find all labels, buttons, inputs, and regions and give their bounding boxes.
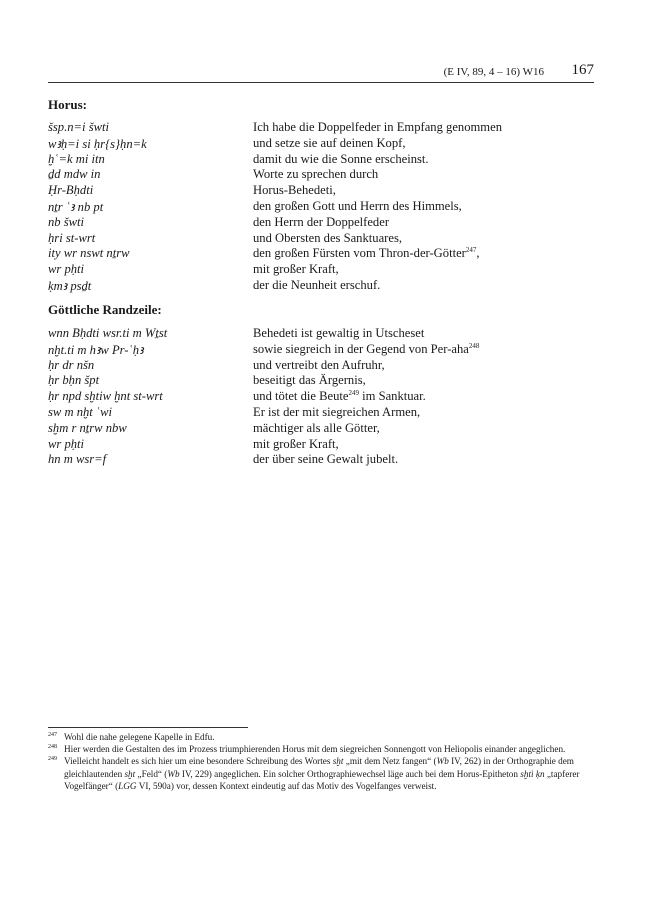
footnote-number: 248 (48, 744, 57, 751)
section-horus-lines (48, 120, 594, 294)
translation-text: mit großer Kraft, (253, 436, 339, 451)
footnote-text: Vielleicht handelt es sich hier um eine besondere Schreibung des Wortes sḫt „mit dem Netz fangen“ (Wb IV, 262) in der Orthographie dem gleichlautenden sḫt „Feld“ (Wb IV, 229) angeglichen. Ein solcher Orthographiewechsel läge auch bei dem Horus-Epitheton sḫtì ḳn „tapferer Vogelfänger“ (LGG VI, 590a) vor, dessen Kontext eindeutig auf das Motiv des Vogelfanges verweist. (64, 756, 580, 791)
transliteration: wnn Bḥdti wsr.ti m Wṯst (48, 326, 168, 340)
footnote-number: 247 (48, 732, 57, 738)
transliteration: šsp.n=i šwti (48, 120, 109, 134)
footnote (48, 743, 594, 755)
translation-text: den großen Fürsten vom Thron-der-Götter (253, 246, 466, 261)
transliteration: wr pḥti (48, 262, 85, 277)
translation (253, 452, 398, 467)
transliteration: Ḥr-Bḥdti (48, 183, 94, 198)
transliteration: sw m nḫt ʿwi (48, 404, 113, 419)
text-line (48, 437, 594, 453)
text-line (48, 199, 594, 215)
translation-text: beseitigt das Ärgernis, (253, 373, 366, 388)
transliteration: hn m wsr=f (48, 452, 107, 467)
translation-text: den Herrn der Doppelfeder (253, 214, 390, 229)
transliteration: ḥr bḥn špt (48, 373, 100, 388)
text-line (48, 231, 594, 247)
translation-text: und Obersten des Sanktuares, (253, 230, 402, 245)
text-line (48, 389, 594, 405)
transliteration: wꜣḥ=i si ḥr{s}ḥn=k (48, 136, 147, 151)
transliteration: sḫm r nṯrw nbw (48, 420, 127, 435)
translation-text: und vertreibt den Aufruhr, (253, 357, 385, 372)
translation-text: Horus-Behedeti, (253, 183, 336, 198)
translation (253, 246, 480, 261)
transliteration: nb šwti (48, 214, 85, 229)
translation-text: der die Neunheit erschuf. (253, 277, 381, 292)
translation-text: Worte zu sprechen durch (253, 167, 379, 182)
transliteration: ḥr npd sḫtiw ḫnt st-wrt (48, 389, 163, 404)
text-line (48, 167, 594, 183)
text-line (48, 326, 594, 342)
transliteration: nḫt.ti m hꜣw Pr-ʿḥꜣ (48, 342, 144, 357)
translation (253, 152, 429, 167)
transliteration: nṯr ʿꜣ nb pt (48, 199, 104, 214)
translation-text: und tötet die Beute (253, 389, 349, 404)
running-header (48, 62, 594, 82)
translation-text: Ich habe die Doppelfeder in Empfang genommen (253, 120, 502, 134)
translation (253, 437, 339, 452)
translation (253, 421, 380, 436)
translation (253, 231, 402, 246)
transliteration: ity wr nswt nṯrw (48, 246, 130, 261)
transliteration: ḳmꜣ psḏt (48, 278, 92, 293)
header-rule (48, 82, 594, 83)
text-line (48, 120, 594, 136)
footnote-rule (48, 727, 248, 728)
translation (253, 183, 336, 198)
text-line (48, 262, 594, 278)
footnote-ref[interactable]: 247 (465, 246, 477, 255)
translation-text: den großen Gott und Herrn des Himmels, (253, 198, 462, 213)
text-line (48, 278, 594, 294)
text-line (48, 152, 594, 168)
translation (253, 278, 380, 293)
section-randzeile-lines (48, 326, 594, 468)
footnote-ref[interactable]: 248 (468, 341, 480, 350)
translation-text: der über seine Gewalt jubelt. (253, 452, 399, 467)
translation (253, 389, 426, 404)
translation (253, 358, 385, 373)
footnote (48, 755, 594, 792)
text-line (48, 405, 594, 421)
translation-tail: , (476, 246, 480, 261)
translation-tail: im Sanktuar. (358, 389, 426, 404)
translation (253, 373, 366, 388)
translation-text: Behedeti ist gewaltig in Utscheset (253, 326, 425, 340)
text-line (48, 183, 594, 199)
translation (253, 120, 502, 135)
translation (253, 262, 339, 277)
translation-text: mächtiger als alle Götter, (253, 420, 380, 435)
text-line (48, 136, 594, 152)
footnote-text: Hier werden die Gestalten des im Prozess triumphierenden Horus mit dem siegreichen Sonnengott von Heliopolis einander angeglichen. (64, 744, 566, 755)
translation (253, 215, 389, 230)
translation (253, 136, 405, 151)
transliteration: wr pḥti (48, 436, 85, 451)
text-line (48, 373, 594, 389)
translation-text: mit großer Kraft, (253, 262, 339, 277)
translation-text: damit du wie die Sonne erscheinst. (253, 151, 429, 166)
footnote-number: 249 (48, 756, 57, 763)
translation (253, 405, 420, 420)
page-number: 167 (571, 62, 594, 78)
text-line (48, 452, 594, 468)
header-reference: (E IV, 89, 4 – 16) W16 (443, 66, 544, 78)
footnote (48, 731, 594, 743)
text-line (48, 358, 594, 374)
translation (253, 199, 462, 214)
transliteration: ḥr dr nšn (48, 357, 95, 372)
transliteration: ḥri st-wrt (48, 230, 96, 245)
text-line (48, 421, 594, 437)
section-title-horus: Horus: (48, 97, 87, 112)
text-line (48, 342, 594, 358)
transliteration: ḏd mdw in (48, 167, 101, 182)
transliteration: ḫʿ=k mi itn (48, 151, 105, 166)
footnote-text: Wohl die nahe gelegene Kapelle in Edfu. (64, 732, 215, 742)
translation-text: sowie siegreich in der Gegend von Per-aha (253, 341, 469, 356)
translation (253, 167, 378, 182)
translation (253, 326, 424, 341)
section-title-randzeile: Göttliche Randzeile: (48, 302, 162, 317)
text-line (48, 246, 594, 262)
translation-text: Er ist der mit siegreichen Armen, (253, 404, 421, 419)
footnotes (48, 731, 594, 792)
footnote-ref[interactable]: 249 (348, 389, 359, 397)
text-line (48, 215, 594, 231)
translation (253, 342, 479, 357)
translation-text: und setze sie auf deinen Kopf, (253, 135, 406, 150)
